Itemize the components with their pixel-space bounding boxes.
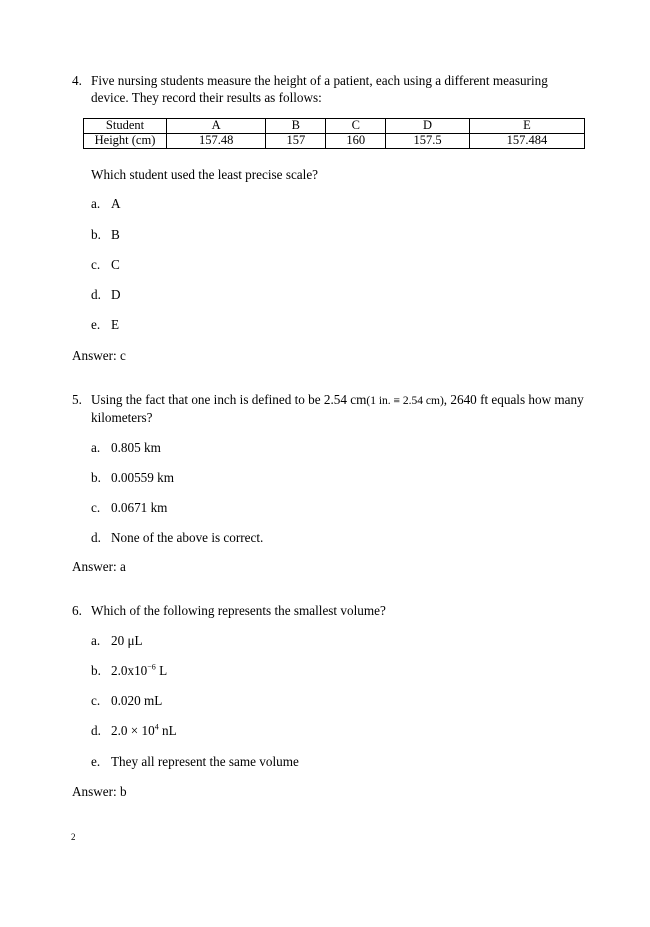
option-text: 0.805 km [111,440,161,455]
option-letter: b. [91,470,101,485]
table-cell: A [167,119,266,134]
option-item [91,469,174,486]
option-item [91,753,299,770]
option-text: A [111,196,121,211]
option-letter: a. [91,633,101,648]
option-item [91,226,120,243]
option-item [91,499,167,516]
option-letter: d. [91,287,101,302]
question-4-number: 4. [72,73,82,88]
option-item [91,439,161,456]
question-6-number: 6. [72,603,82,618]
option-text: E [111,317,120,332]
height-table [83,118,585,149]
option-exponent: 4 [154,722,159,732]
option-text: 0.0671 km [111,500,168,515]
option-unit: L [155,663,168,678]
option-letter: b. [91,227,101,242]
table-cell: E [469,119,584,134]
option-base: 2.0x10 [111,663,148,678]
option-letter: c. [91,500,101,515]
option-item [91,316,119,333]
option-text [111,723,177,738]
question-5-text [91,391,586,427]
question-5-text-part3: , 2640 ft equals how many kilometers? [91,392,584,426]
option-letter: e. [91,317,101,332]
question-4-text: Five nursing students measure the height of a patient, each using a different measuring device. They record their results as follows: [91,73,548,106]
question-5-equation: (1 in. ≡ 2.54 cm) [366,395,444,407]
table-cell: B [266,119,326,134]
option-exponent: −6 [147,662,156,672]
answer-q5: Answer: a [72,559,126,574]
option-item [91,529,263,546]
option-item [91,692,162,709]
option-letter: d. [91,530,101,545]
table-header-row [84,119,585,134]
option-text [111,663,167,678]
table-cell: 157.484 [469,134,584,149]
table-cell: 157.48 [167,134,266,149]
option-letter: c. [91,257,101,272]
option-text: D [111,287,121,302]
option-letter: c. [91,693,101,708]
option-text: B [111,227,120,242]
option-item [91,195,121,212]
table-cell: Student [84,119,167,134]
table-cell: 160 [326,134,386,149]
option-item [91,722,177,739]
option-letter: b. [91,663,101,678]
option-item [91,662,167,679]
option-item [91,632,143,649]
answer-q4: Answer: c [72,348,126,363]
option-letter: a. [91,196,101,211]
table-cell: Height (cm) [84,134,167,149]
option-text: 0.00559 km [111,470,175,485]
option-text: None of the above is correct. [111,530,264,545]
table-cell: C [326,119,386,134]
table-cell: 157 [266,134,326,149]
option-unit: nL [158,723,177,738]
table-cell: D [386,119,470,134]
page-number: 2 [71,832,76,842]
question-6-text: Which of the following represents the smallest volume? [91,603,386,618]
option-text: They all represent the same volume [111,754,299,769]
option-text: 0.020 mL [111,693,163,708]
question-4-prompt: Which student used the least precise scale? [91,167,319,182]
option-letter: e. [91,754,101,769]
answer-q6: Answer: b [72,784,127,799]
option-item [91,286,121,303]
question-5-number: 5. [72,392,82,407]
option-base: 2.0 × 10 [111,723,155,738]
question-5-text-part1: Using the fact that one inch is defined to be 2.54 cm [91,392,367,407]
option-item [91,256,120,273]
option-letter: d. [91,723,101,738]
option-letter: a. [91,440,101,455]
table-row [84,134,585,149]
option-text: 20 μL [111,633,143,648]
table-cell: 157.5 [386,134,470,149]
option-text: C [111,257,120,272]
